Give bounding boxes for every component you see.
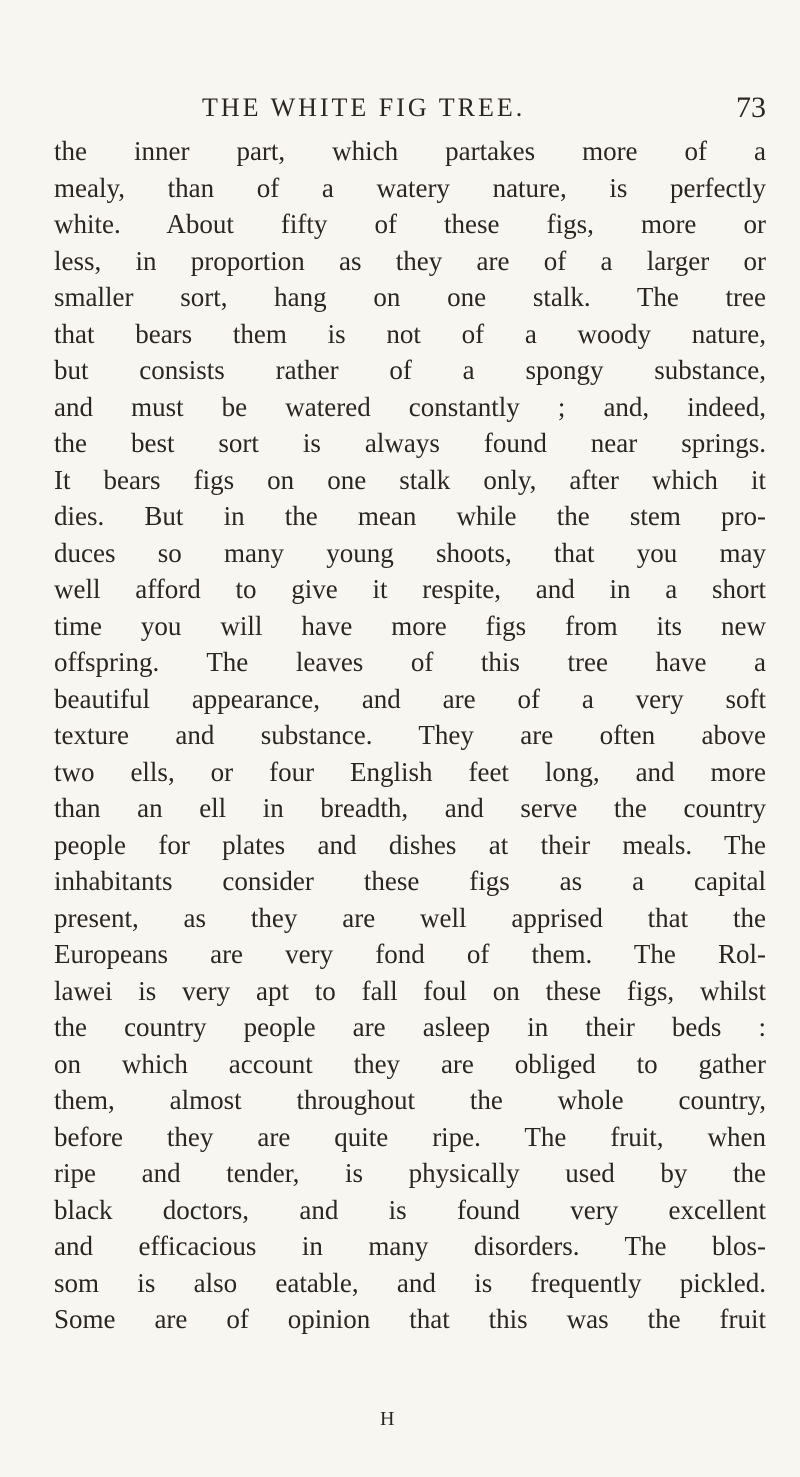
text-line: ripe and tender, is physically used by the (54, 1158, 766, 1188)
text-line: black doctors, and is found very excellent (54, 1194, 766, 1225)
text-line: on which account they are obliged to gather (54, 1048, 766, 1079)
text-line: two ells, or four English feet long, and more (54, 756, 766, 787)
body-text (54, 133, 766, 1338)
text-line: the country people are asleep in their beds : (54, 1012, 766, 1042)
text-line: Some are of opinion that this was the fruit (54, 1304, 766, 1334)
text-line: but consists rather of a spongy substance, (54, 355, 766, 385)
text-line: inhabitants consider these figs as a capital (54, 866, 766, 896)
text-line: less, in proportion as they are of a larger or (54, 245, 766, 276)
text-line: Europeans are very fond of them. The Rol- (54, 939, 766, 969)
text-line: time you will have more figs from its new (54, 610, 766, 641)
text-line: than an ell in breadth, and serve the country (54, 793, 766, 823)
text-line: mealy, than of a watery nature, is perfectly (54, 172, 766, 203)
signature-mark: H (380, 1408, 395, 1430)
text-line: som is also eatable, and is frequently pickled. (54, 1267, 766, 1298)
text-line: the inner part, which partakes more of a (54, 136, 766, 166)
text-line: well afford to give it respite, and in a short (54, 574, 766, 604)
text-line: people for plates and dishes at their meals. The (54, 829, 766, 860)
text-line: It bears figs on one stalk only, after which it (54, 464, 766, 495)
page-number: 73 (736, 91, 766, 124)
text-line: dies. But in the mean while the stem pro- (54, 501, 766, 531)
text-line: before they are quite ripe. The fruit, when (54, 1121, 766, 1152)
text-line: white. About fifty of these figs, more or (54, 209, 766, 239)
text-line: and must be watered constantly ; and, indeed, (54, 391, 766, 422)
text-line: beautiful appearance, and are of a very soft (54, 683, 766, 714)
text-line: and efficacious in many disorders. The blos- (54, 1231, 766, 1261)
text-line: texture and substance. They are often above (54, 720, 766, 750)
text-line: the best sort is always found near springs. (54, 428, 766, 458)
text-line: that bears them is not of a woody nature, (54, 318, 766, 349)
text-line: lawei is very apt to fall foul on these figs, whilst (54, 975, 766, 1006)
text-line: present, as they are well apprised that the (54, 902, 766, 933)
text-line: duces so many young shoots, that you may (54, 537, 766, 568)
text-line: smaller sort, hang on one stalk. The tree (54, 282, 766, 312)
text-line: offspring. The leaves of this tree have a (54, 647, 766, 677)
text-line: them, almost throughout the whole country, (54, 1085, 766, 1115)
running-title: THE WHITE FIG TREE. (202, 93, 526, 122)
running-head (54, 88, 766, 128)
